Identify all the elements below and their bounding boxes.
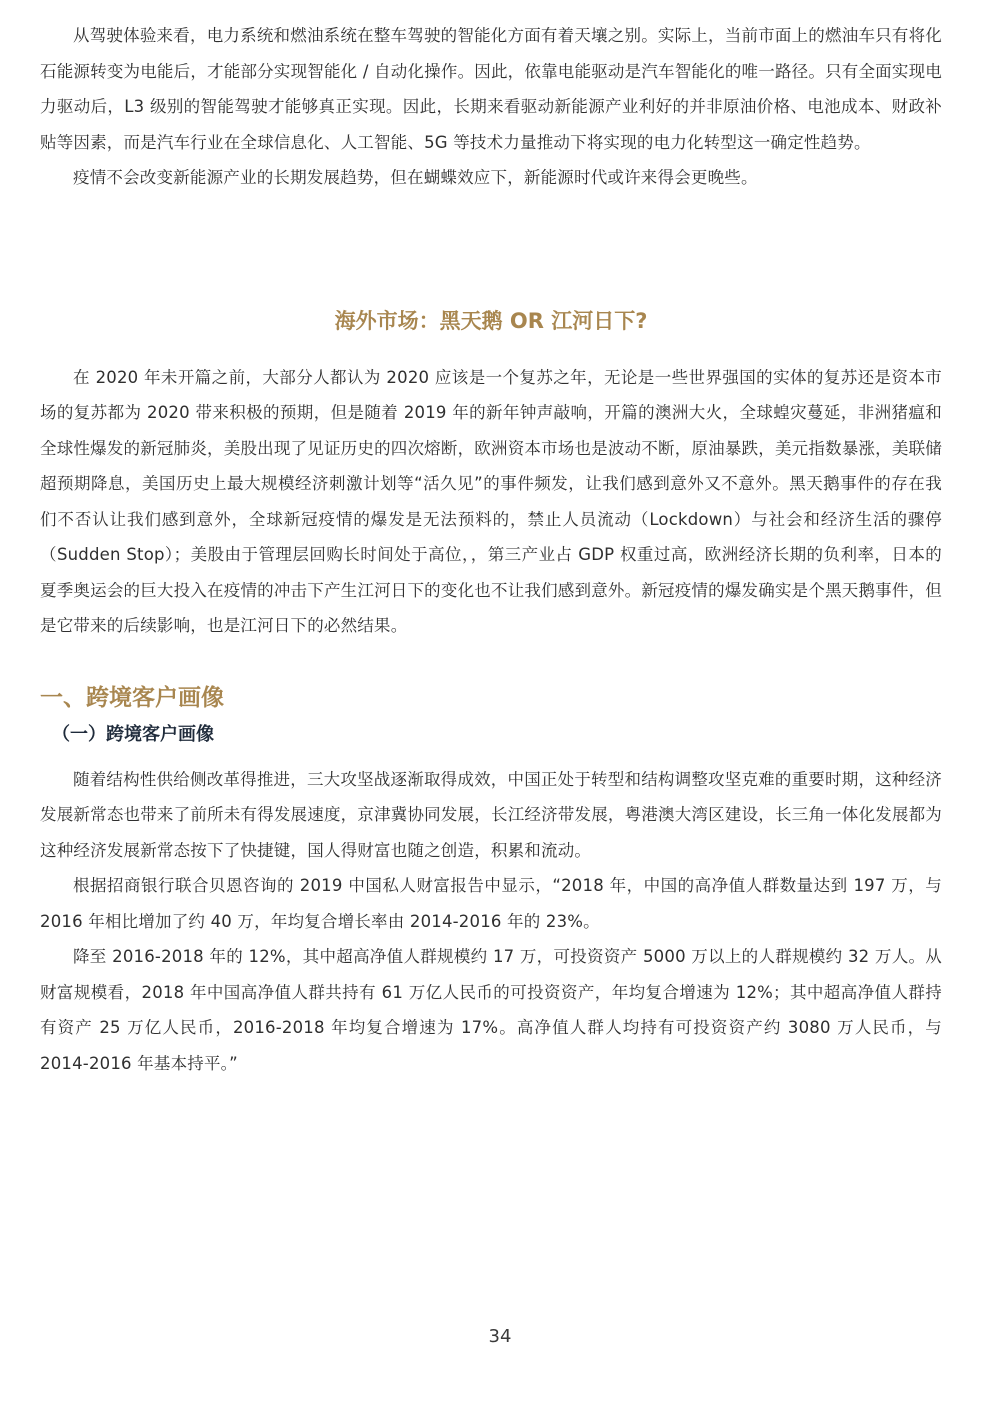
intro-paragraph-2: 疫情不会改变新能源产业的长期发展趋势，但在蝴蝶效应下，新能源时代或许来得会更晚些。 [73,168,758,187]
overseas-market-title: 海外市场：黑天鹅 OR 江河日下? [334,308,648,333]
section-paragraph-2: 根据招商银行联合贝恩咨询的 2019 中国私人财富报告中显示，“2018 年，中国的高净值人群数量达到 197 万，与 2016 年相比增加了约 40 万，年均复合增长率由 2014-2016 年的 23%。 [40,876,942,931]
overseas-paragraph-1: 在 2020 年未开篇之前，大部分人都认为 2020 应该是一个复苏之年，无论是一些世界强国的实体的复苏还是资本市场的复苏都为 2020 带来积极的预期，但是随着 2019 年的新年钟声敲响，开篇的澳洲大火，全球蝗灾蔓延，非洲猪瘟和全球性爆发的新冠肺炎，美股出现了见证历史的四次熔断，欧洲资本市场也是波动不断，原油暴跌，美元指数暴涨，美联储超预期降息，美国历史上最大规模经济刺激计划等“活久见”的事件频发，让我们感到意外又不意外。黑天鹅事件的存在我们不否认让我们感到意外，全球新冠疫情的爆发是无法预料的，禁止人员流动（Lockdown）与社会和经济生活的骤停（Sudden Stop）；美股由于管理层回购长时间处于高位，，第三产业占 GDP 权重过高，欧洲经济长期的负利率，日本的夏季奥运会的巨大投入在疫情的冲击下产生江河日下的变化也不让我们感到意外。新冠疫情的爆发确实是个黑天鹅事件，但是它带来的后续影响，也是江河日下的必然结果。 [40,367,942,635]
spacer [40,644,942,680]
intro-paragraph-1: 从驾驶体验来看，电力系统和燃油系统在整车驾驶的智能化方面有着天壤之别。实际上，当前市面上的燃油车只有将化石能源转变为电能后，才能部分实现智能化 / 自动化操作。因此，依靠电能驱动是汽车智能化的唯一路径。只有全面实现电力驱动后，L3 级别的智能驾驶才能够真正实现。因此，长期来看驱动新能源产业利好的并非原油价格、电池成本、财政补贴等因素，而是汽车行业在全球信息化、人工智能、5G 等技术力量推动下将实现的电力化转型这一确定性趋势。 [40,26,942,152]
document-page [40,18,942,1081]
section-paragraph-3: 降至 2016-2018 年的 12%，其中超高净值人群规模约 17 万，可投资资产 5000 万以上的人群规模约 32 万人。从财富规模看，2018 年中国高净值人群共持有 61 万亿人民币的可投资资产，年均复合增速为 12%；其中超高净值人群持有资产 25 万亿人民币，2016-2018 年均复合增速为 17%。高净值人群人均持有可投资资产约 3080 万人民币，与 2014-2016 年基本持平。” [40,947,942,1073]
section-subheading: （一）跨境客户画像 [52,723,214,745]
spacer [40,196,942,304]
page-number: 34 [488,1326,512,1347]
section-paragraph-1: 随着结构性供给侧改革得推进，三大攻坚战逐渐取得成效，中国正处于转型和结构调整攻坚克难的重要时期，这种经济发展新常态也带来了前所未有得发展速度，京津冀协同发展，长江经济带发展，粤港澳大湾区建设，长三角一体化发展都为这种经济发展新常态按下了快捷键，国人得财富也随之创造，积累和流动。 [40,769,942,860]
section-heading: 一、跨境客户画像 [40,684,224,711]
